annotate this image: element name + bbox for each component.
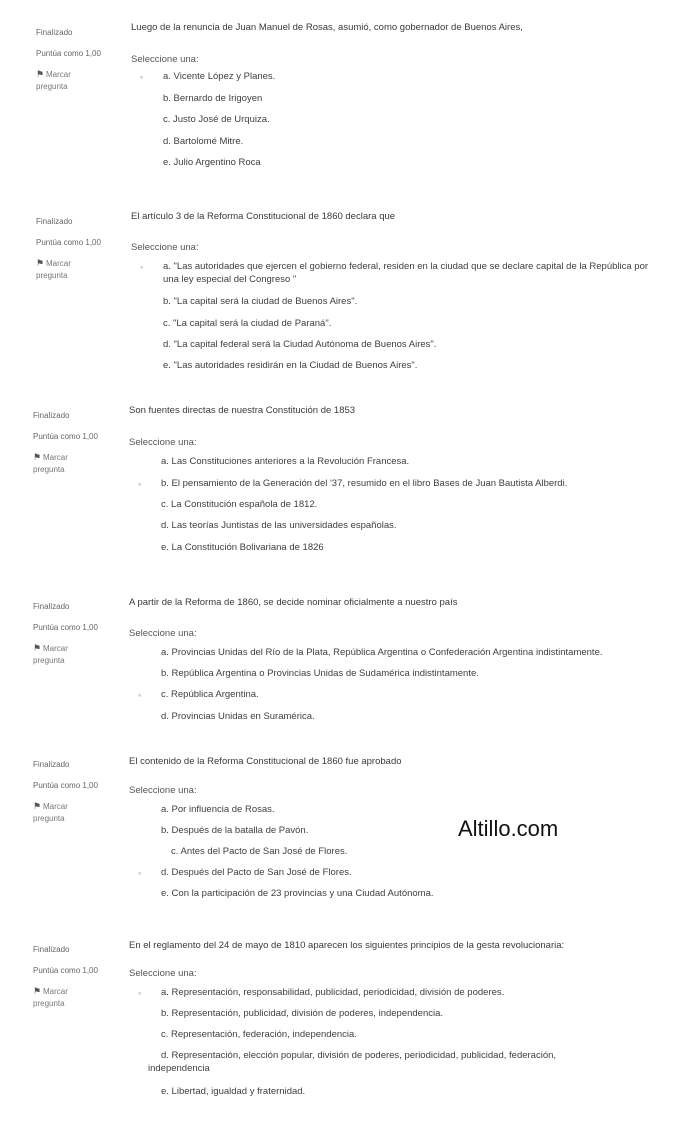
- flag-icon: ⚑: [33, 643, 42, 653]
- question-text: A partir de la Reforma de 1860, se decide nominar oficialmente a nuestro país: [129, 597, 458, 608]
- answer-prompt: Seleccione una:: [129, 968, 197, 979]
- question-grade: Puntúa como 1,00: [36, 238, 101, 247]
- answer-option[interactable]: a. Por influencia de Rosas.: [161, 804, 275, 815]
- answer-option[interactable]: a. Provincias Unidas del Río de la Plata, República Argentina o Confederación Argentina indistintamente.: [161, 647, 603, 658]
- flag-icon: ⚑: [36, 258, 45, 268]
- question-grade: Puntúa como 1,00: [36, 49, 101, 58]
- flag-icon: ⚑: [33, 986, 42, 996]
- flag-question-link[interactable]: ⚑ Marcar pregunta: [36, 258, 71, 280]
- answer-option[interactable]: b. Después de la batalla de Pavón.: [161, 825, 309, 836]
- question-state: Finalizado: [36, 217, 73, 226]
- answer-option[interactable]: c. La Constitución española de 1812.: [161, 499, 318, 510]
- answer-prompt: Seleccione una:: [131, 242, 199, 253]
- flag-icon: ⚑: [36, 69, 45, 79]
- question-text: El artículo 3 de la Reforma Constitucional de 1860 declara que: [131, 211, 396, 222]
- answer-option[interactable]: c. República Argentina.: [161, 689, 259, 700]
- flag-icon: ⚑: [33, 452, 42, 462]
- answer-option[interactable]: e. Con la participación de 23 provincias y una Ciudad Autónoma.: [161, 888, 434, 899]
- answer-option[interactable]: d. Después del Pacto de San José de Flores.: [161, 867, 352, 878]
- flag-question-link[interactable]: ⚑ Marcar pregunta: [36, 69, 71, 91]
- answer-prompt: Seleccione una:: [131, 54, 199, 65]
- flag-question-link[interactable]: ⚑ Marcar pregunta: [33, 986, 68, 1008]
- answer-option[interactable]: a. Las Constituciones anteriores a la Revolución Francesa.: [161, 456, 410, 467]
- radio-option-a[interactable]: ◦: [138, 988, 142, 998]
- answer-option[interactable]: b. Representación, publicidad, división de poderes, independencia.: [161, 1008, 444, 1019]
- question-state: Finalizado: [33, 760, 70, 769]
- question-grade: Puntúa como 1,00: [33, 966, 98, 975]
- answer-option[interactable]: c. "La capital será la ciudad de Paraná".: [163, 318, 332, 329]
- answer-option[interactable]: e. "Las autoridades residirán en la Ciudad de Buenos Aires".: [163, 360, 418, 371]
- radio-option-b[interactable]: ◦: [138, 479, 142, 489]
- question-grade: Puntúa como 1,00: [33, 781, 98, 790]
- answer-option[interactable]: e. Libertad, igualdad y fraternidad.: [161, 1086, 306, 1097]
- answer-option[interactable]: b. Bernardo de Irigoyen: [163, 93, 263, 104]
- question-grade: Puntúa como 1,00: [33, 432, 98, 441]
- answer-option[interactable]: c. Antes del Pacto de San José de Flores.: [171, 846, 348, 857]
- radio-option-a[interactable]: ◦: [140, 72, 144, 82]
- answer-option[interactable]: b. El pensamiento de la Generación del '37, resumido en el libro Bases de Juan Bautista Alberdi.: [161, 478, 568, 489]
- question-text: Luego de la renuncia de Juan Manuel de Rosas, asumió, como gobernador de Buenos Aires,: [131, 22, 523, 33]
- flag-question-link[interactable]: ⚑ Marcar pregunta: [33, 801, 68, 823]
- answer-option[interactable]: e. La Constitución Bolivariana de 1826: [161, 542, 324, 553]
- answer-option[interactable]: b. "La capital será la ciudad de Buenos Aires".: [163, 296, 358, 307]
- answer-option[interactable]: c. Representación, federación, independencia.: [161, 1029, 357, 1040]
- answer-prompt: Seleccione una:: [129, 785, 197, 796]
- radio-option-c[interactable]: ◦: [138, 690, 142, 700]
- question-state: Finalizado: [33, 945, 70, 954]
- answer-prompt: Seleccione una:: [129, 437, 197, 448]
- answer-option[interactable]: c. Justo José de Urquiza.: [163, 114, 270, 125]
- question-text: En el reglamento del 24 de mayo de 1810 aparecen los siguientes principios de la gesta revolucionaria:: [129, 940, 565, 951]
- flag-question-link[interactable]: ⚑ Marcar pregunta: [33, 452, 68, 474]
- question-state: Finalizado: [33, 411, 70, 420]
- flag-icon: ⚑: [33, 801, 42, 811]
- radio-option-a[interactable]: ◦: [140, 262, 144, 272]
- question-text: Son fuentes directas de nuestra Constitución de 1853: [129, 405, 356, 416]
- answer-option[interactable]: e. Julio Argentino Roca: [163, 157, 261, 168]
- watermark-logo: Altillo.com: [458, 816, 559, 841]
- question-state: Finalizado: [33, 602, 70, 611]
- question-grade: Puntúa como 1,00: [33, 623, 98, 632]
- answer-option[interactable]: d. Bartolomé Mitre.: [163, 136, 244, 147]
- answer-option[interactable]: d. Representación, elección popular, división de poderes, periodicidad, publicidad, federación, independencia: [148, 1050, 557, 1074]
- radio-option-d[interactable]: ◦: [138, 868, 142, 878]
- answer-option[interactable]: d. "La capital federal será la Ciudad Autónoma de Buenos Aires".: [163, 339, 437, 350]
- answer-option[interactable]: b. República Argentina o Provincias Unidas de Sudamérica indistintamente.: [161, 668, 479, 679]
- flag-question-link[interactable]: ⚑ Marcar pregunta: [33, 643, 68, 665]
- answer-option[interactable]: d. Provincias Unidas en Suramérica.: [161, 711, 315, 722]
- answer-option[interactable]: a. Vicente López y Planes.: [163, 71, 276, 82]
- answer-prompt: Seleccione una:: [129, 628, 197, 639]
- answer-option[interactable]: d. Las teorías Juntistas de las universidades españolas.: [161, 520, 397, 531]
- question-text: El contenido de la Reforma Constitucional de 1860 fue aprobado: [129, 756, 402, 767]
- question-state: Finalizado: [36, 28, 73, 37]
- answer-option[interactable]: a. Representación, responsabilidad, publicidad, periodicidad, división de poderes.: [161, 987, 505, 998]
- answer-option[interactable]: a. "Las autoridades que ejercen el gobierno federal, residen en la ciudad que se declare capital de la República por una ley especial del Congreso ": [163, 261, 649, 285]
